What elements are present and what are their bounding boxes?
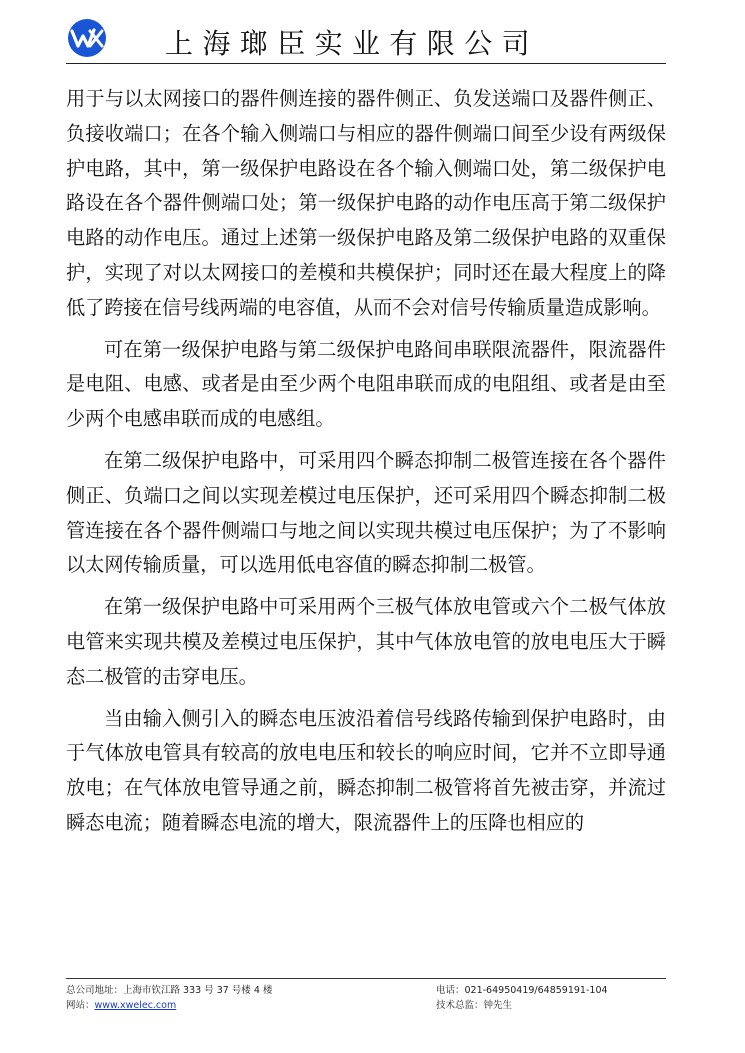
footer-divider — [66, 978, 666, 979]
paragraph-5: 当由输入侧引入的瞬态电压波沿着信号线路传输到保护电路时，由于气体放电管具有较高的放电电压和较长的响应时间，它并不立即导通放电；在气体放电管导通之前，瞬态抑制二极管将首先被击穿，并流过瞬态电流；随着瞬态电流的增大，限流器件上的压降也相应的 — [66, 706, 666, 834]
paragraph-1: 用于与以太网接口的器件侧连接的器件侧正、负发送端口及器件侧正、负接收端口；在各个输入侧端口与相应的器件侧端口间至少设有两级保护电路，其中，第一级保护电路设在各个输入侧端口处，第二级保护电路设在各个器件侧端口处；第一级保护电路的动作电压高于第二级保护电路的动作电压。通过上述第一级保护电路及第二级保护电路的双重保护，实现了对以太网接口的差模和共模保护；同时还在最大程度上的降低了跨接在信号线两端的电容值，从而不会对信号传输质量造成影响。 — [66, 87, 666, 319]
paragraph-3: 在第二级保护电路中，可采用四个瞬态抑制二极管连接在各个器件侧正、负端口之间以实现差模过电压保护，还可采用四个瞬态抑制二极管连接在各个器件侧端口与地之间以实现共模过电压保护；为了不影响以太网传输质量，可以选用低电容值的瞬态抑制二极管。 — [66, 448, 666, 577]
header-divider — [66, 63, 666, 64]
document-body — [66, 82, 666, 841]
website-label: 网站： — [66, 1000, 95, 1011]
paragraph-4: 在第一级保护电路中可采用两个三极气体放电管或六个二极气体放电管来实现共模及差模过电压保护，其中气体放电管的放电电压大于瞬态二极管的击穿电压。 — [66, 595, 666, 688]
footer-website — [66, 998, 176, 1013]
page-footer — [66, 983, 666, 1013]
footer-phone: 电话：021-64950419/64859191-104 — [436, 985, 608, 996]
page-header — [0, 0, 745, 80]
xw-logo-icon — [66, 17, 108, 59]
company-name: 上海瑯臣实业有限公司 — [165, 27, 540, 60]
website-link[interactable]: www.xwelec.com — [94, 1000, 177, 1011]
footer-tech-director: 技术总监：钟先生 — [436, 1000, 513, 1011]
footer-address: 总公司地址：上海市钦江路 333 号 37 号楼 4 楼 — [66, 985, 273, 996]
paragraph-2: 可在第一级保护电路与第二级保护电路间串联限流器件，限流器件是电阻、电感、或者是由至少两个电阻串联而成的电阻组、或者是由至少两个电感串联而成的电感组。 — [66, 337, 666, 431]
